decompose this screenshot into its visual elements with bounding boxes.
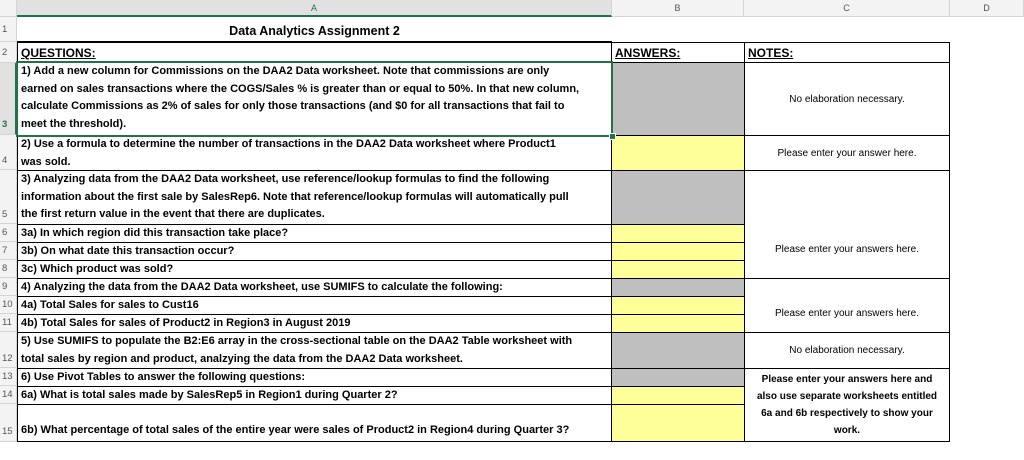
row-header-13[interactable]: 13 <box>0 368 17 386</box>
row-header-11[interactable]: 11 <box>0 314 17 332</box>
row-header-12[interactable]: 12 <box>0 332 17 368</box>
question-6b-cell[interactable]: 6b) What percentage of total sales of the entire year were sales of Product2 in Region4 during Quarter 3? <box>17 404 612 442</box>
answer-3a-cell[interactable] <box>611 224 745 243</box>
answer-6-cell[interactable] <box>611 368 745 387</box>
question-6a-cell[interactable]: 6a) What is total sales made by SalesRep5 in Region1 during Quarter 2? <box>17 386 612 405</box>
row-header-2[interactable]: 2 <box>0 42 17 63</box>
answer-3b-cell[interactable] <box>611 242 745 261</box>
answer-3-cell[interactable] <box>611 170 745 225</box>
column-header-d[interactable]: D <box>950 0 1024 17</box>
question-2-cell[interactable]: 2) Use a formula to determine the number of transactions in the DAA2 Data worksheet where Product1 was sold. <box>17 135 612 171</box>
question-6-cell[interactable]: 6) Use Pivot Tables to answer the following questions: <box>17 368 612 387</box>
questions-header[interactable]: QUESTIONS: <box>17 42 612 63</box>
column-header-c[interactable]: C <box>744 0 950 17</box>
row-header-14[interactable]: 14 <box>0 386 17 404</box>
question-5-cell[interactable]: 5) Use SUMIFS to populate the B2:E6 array in the cross-sectional table on the DAA2 Table worksheet with total sales by region and product, analzying the data from the DAA2 Data worksheet. <box>17 332 612 369</box>
row-header-4[interactable]: 4 <box>0 135 17 170</box>
answer-2-cell[interactable] <box>611 135 745 171</box>
note-2-cell[interactable]: Please enter your answer here. <box>744 135 950 171</box>
note-6-cell[interactable]: Please enter your answers here and also use separate worksheets entitled 6a and 6b respectively to show your work. <box>744 368 950 442</box>
note-3-cell[interactable]: Please enter your answers here. <box>744 170 950 279</box>
answer-5-cell[interactable] <box>611 332 745 369</box>
answer-6a-cell[interactable] <box>611 386 745 405</box>
answer-4-cell[interactable] <box>611 278 745 297</box>
question-3-cell[interactable]: 3) Analyzing data from the DAA2 Data worksheet, use reference/lookup formulas to find the following information about the first sale by SalesRep6. Note that reference/lookup formulas will automatically pull the first return value in the event that there are duplicates. <box>17 170 612 225</box>
answers-header[interactable]: ANSWERS: <box>611 42 745 63</box>
question-4a-cell[interactable]: 4a) Total Sales for sales to Cust16 <box>17 296 612 315</box>
question-1-cell[interactable]: 1) Add a new column for Commissions on the DAA2 Data worksheet. Note that commissions are only earned on sales transactions where the COGS/Sales % is greater than or equal to 50%. In that new column, calculate Commissions as 2% of sales for only those transactions (and $0 for all transactions that fail to meet the threshold). <box>17 62 612 136</box>
notes-header[interactable]: NOTES: <box>744 42 950 63</box>
row-header-5[interactable]: 5 <box>0 170 17 224</box>
row-header-3[interactable]: 3 <box>0 63 17 135</box>
note-5-cell[interactable]: No elaboration necessary. <box>744 332 950 369</box>
question-4b-cell[interactable]: 4b) Total Sales for sales of Product2 in Region3 in August 2019 <box>17 314 612 333</box>
corner-cell[interactable] <box>0 0 17 17</box>
question-3b-cell[interactable]: 3b) On what date this transaction occur? <box>17 242 612 261</box>
answer-4a-cell[interactable] <box>611 296 745 315</box>
row-header-9[interactable]: 9 <box>0 278 17 296</box>
column-header-a[interactable]: A <box>17 0 612 17</box>
answer-6b-cell[interactable] <box>611 404 745 442</box>
question-4-cell[interactable]: 4) Analyzing the data from the DAA2 Data worksheet, use SUMIFS to calculate the following: <box>17 278 612 297</box>
question-3a-cell[interactable]: 3a) In which region did this transaction take place? <box>17 224 612 243</box>
column-header-b[interactable]: B <box>612 0 744 17</box>
note-4-cell[interactable]: Please enter your answers here. <box>744 278 950 333</box>
row-header-10[interactable]: 10 <box>0 296 17 314</box>
answer-4b-cell[interactable] <box>611 314 745 333</box>
fill-handle[interactable] <box>609 133 616 140</box>
sheet-title-cell[interactable]: Data Analytics Assignment 2 <box>17 20 612 42</box>
row-header-8[interactable]: 8 <box>0 260 17 278</box>
row-header-7[interactable]: 7 <box>0 242 17 260</box>
row-header-15[interactable]: 15 <box>0 404 17 442</box>
row-header-1[interactable]: 1 <box>0 17 17 42</box>
answer-3c-cell[interactable] <box>611 260 745 279</box>
answer-1-cell[interactable] <box>611 62 745 136</box>
row-header-6[interactable]: 6 <box>0 224 17 242</box>
note-1-cell[interactable]: No elaboration necessary. <box>744 62 950 136</box>
question-3c-cell[interactable]: 3c) Which product was sold? <box>17 260 612 279</box>
